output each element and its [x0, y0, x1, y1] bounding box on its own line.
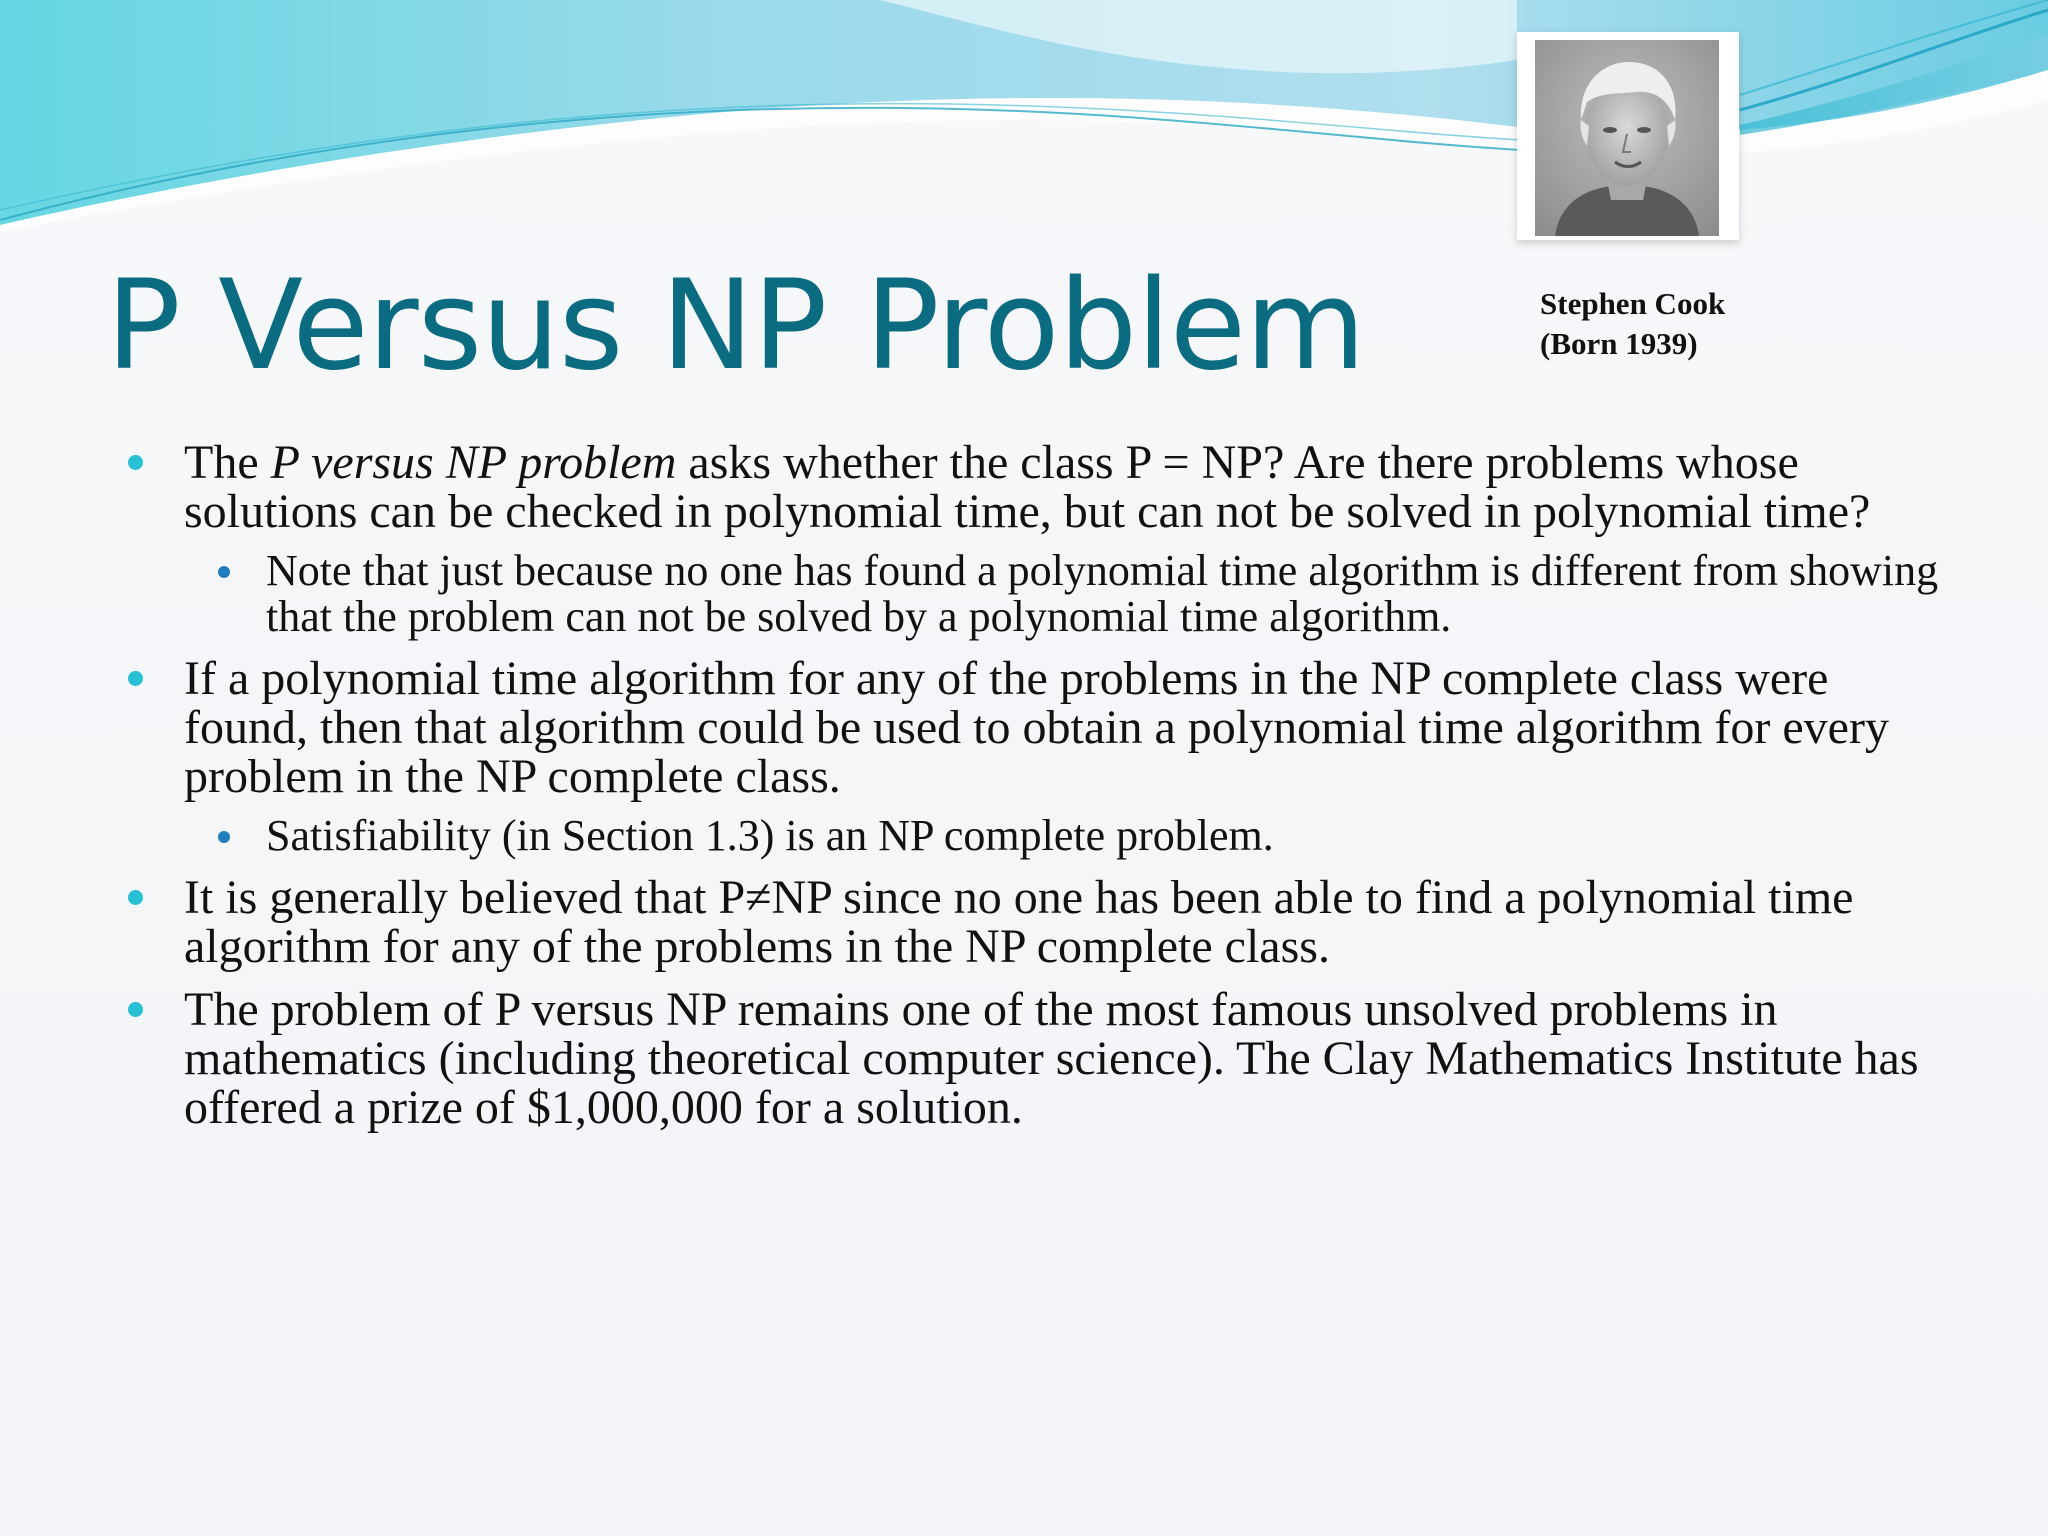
bullet-item-4: The problem of P versus NP remains one of the most famous unsolved problems in mathematics (including theoretical computer science). The Clay Mathematics Institute has offered a prize of $1,000,000 for a solution.	[120, 985, 1940, 1132]
bullet-item-1	[120, 438, 1940, 536]
portrait-frame	[1517, 32, 1739, 240]
bullet-1-emphasis: P versus NP problem	[270, 436, 677, 489]
sub-bullet-item-1: Note that just because no one has found a polynomial time algorithm is different from showing that the problem can not be solved by a polynomial time algorithm.	[120, 548, 1940, 640]
slide-title: P Versus NP Problem	[106, 254, 1365, 398]
portrait-born: (Born 1939)	[1540, 326, 1698, 361]
portrait-caption	[1540, 284, 1725, 364]
portrait-photo	[1535, 40, 1719, 236]
bullet-1-post: asks whether the class P = NP? Are there problems whose solutions can be checked in polynomial time, but can not be solved in polynomial time?	[184, 436, 1871, 538]
bullet-item-2: If a polynomial time algorithm for any of the problems in the NP complete class were found, then that algorithm could be used to obtain a polynomial time algorithm for every problem in the NP complete class.	[120, 654, 1940, 801]
bullet-1-pre: The	[184, 436, 271, 489]
bullet-list	[120, 438, 1940, 1146]
portrait-name: Stephen Cook	[1540, 286, 1726, 321]
header-wave-decoration	[0, 0, 2048, 260]
sub-bullet-item-2: Satisfiability (in Section 1.3) is an NP complete problem.	[120, 813, 1940, 859]
bullet-item-3: It is generally believed that P≠NP since no one has been able to find a polynomial time algorithm for any of the problems in the NP complete class.	[120, 873, 1940, 971]
